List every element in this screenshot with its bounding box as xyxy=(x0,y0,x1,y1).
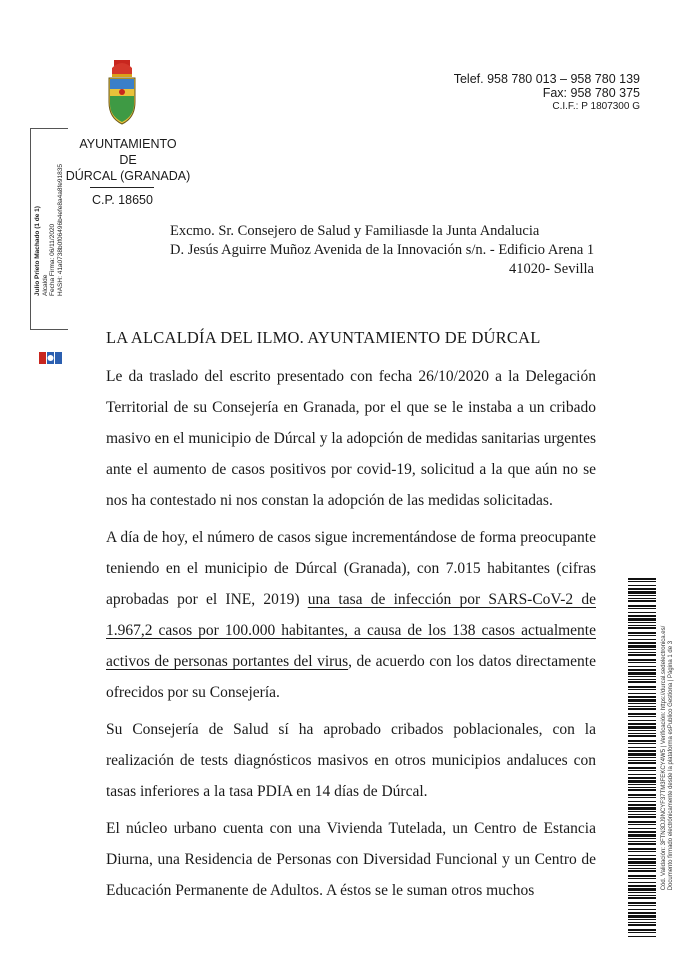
organization-name xyxy=(58,136,198,184)
barcode-bar xyxy=(628,681,656,683)
barcode-bar xyxy=(628,801,656,802)
barcode-bar xyxy=(628,723,656,725)
barcode-bar xyxy=(628,892,656,893)
barcode-bar xyxy=(628,804,656,806)
barcode-bar xyxy=(628,831,656,833)
letter-body xyxy=(106,361,596,912)
recipient-line-2: D. Jesús Aguirre Muñoz Avenida de la Innovación s/n. - Edificio Arena 1 xyxy=(170,242,595,258)
barcode-bar xyxy=(628,821,656,823)
barcode-bar xyxy=(628,767,656,769)
barcode-bar xyxy=(628,811,656,812)
barcode-bar xyxy=(628,784,656,785)
barcode-bar xyxy=(628,848,656,850)
barcode-bar xyxy=(628,689,656,690)
barcode-bar xyxy=(628,625,656,626)
coat-of-arms-icon xyxy=(104,58,140,128)
signature-hash: HASH: 41a0738b0f06496b4efe8a4a8fe91835 xyxy=(56,164,64,296)
barcode-bar xyxy=(628,912,656,914)
barcode-bar xyxy=(628,585,656,586)
barcode-bar xyxy=(628,608,656,609)
tax-id: C.I.F.: P 1807300 G xyxy=(552,101,640,112)
barcode-bar xyxy=(628,693,656,694)
barcode-bar xyxy=(628,703,656,704)
signer-role: Alcalde xyxy=(41,274,49,296)
barcode-bar xyxy=(628,595,656,596)
barcode-bar xyxy=(628,615,656,617)
barcode-bar xyxy=(628,716,656,717)
barcode-bar xyxy=(628,600,656,602)
barcode-bar xyxy=(628,787,656,788)
barcode-bar xyxy=(628,760,656,761)
barcode-bar xyxy=(628,807,656,810)
barcode-bar xyxy=(628,909,656,910)
barcode-bar xyxy=(628,777,656,779)
barcode-bar xyxy=(628,720,656,721)
recipient-line-1: Excmo. Sr. Consejero de Salud y Familiasde la Junta Andalucia xyxy=(170,223,540,239)
barcode-bar xyxy=(628,902,656,904)
recipient-line-3: 41020- Sevilla xyxy=(509,261,594,277)
barcode-bar xyxy=(628,598,656,599)
municipal-logo-icon xyxy=(38,350,64,366)
barcode-bar xyxy=(628,924,656,926)
barcode-bar xyxy=(628,922,656,923)
barcode-bar xyxy=(628,915,656,918)
barcode-bar xyxy=(628,642,656,644)
barcode-bar xyxy=(628,591,656,594)
barcode-bar xyxy=(628,936,656,937)
barcode-bar xyxy=(628,679,656,680)
org-line-2: DE xyxy=(119,153,137,167)
barcode-bar xyxy=(628,669,656,671)
recipient-address xyxy=(170,222,594,279)
barcode-bar xyxy=(628,816,656,818)
barcode-bar xyxy=(628,672,656,675)
signer-name: Julio Prieto Machado (1 de 1) xyxy=(34,206,41,296)
barcode-bar xyxy=(628,612,656,613)
barcode-bar xyxy=(628,588,656,590)
barcode-bar xyxy=(628,743,656,744)
barcode-bar xyxy=(628,762,656,764)
barcode-bar xyxy=(628,757,656,758)
paragraph-2 xyxy=(106,522,596,708)
barcode-bar xyxy=(628,870,656,872)
barcode-bar xyxy=(628,578,656,580)
barcode-bar xyxy=(628,733,656,734)
letter-heading: LA ALCALDÍA DEL ILMO. AYUNTAMIENTO DE DÚRCAL xyxy=(106,328,541,347)
barcode-bar xyxy=(628,686,656,688)
org-line-3: DÚRCAL (GRANADA) xyxy=(65,169,191,183)
barcode-bar xyxy=(628,897,656,899)
signature-stamp xyxy=(34,164,64,296)
barcode-bar xyxy=(628,770,656,771)
barcode xyxy=(628,578,656,938)
barcode-bar xyxy=(628,838,656,839)
barcode-bar xyxy=(628,649,656,650)
barcode-bar xyxy=(628,747,656,748)
paragraph-4: El núcleo urbano cuenta con una Vivienda Tutelada, un Centro de Estancia Diurna, una Residencia de Personas con Diversidad Funcional y un Centro de Educación Permanente de Adultos. A éstos se le suman otros muchos xyxy=(106,820,596,899)
postal-code: C.P. 18650 xyxy=(92,193,153,207)
barcode-bar xyxy=(628,780,656,783)
barcode-bar xyxy=(628,635,656,636)
barcode-bar xyxy=(628,639,656,640)
barcode-bar xyxy=(628,632,656,634)
barcode-bar xyxy=(628,885,656,887)
contact-info xyxy=(454,72,640,114)
paragraph-1: Le da traslado del escrito presentado con fecha 26/10/2020 a la Delegación Territorial de su Consejería en Granada, por el que se le instaba a un cribado masivo en el municipio de Dúrcal y la adopción de medidas sanitarias urgentes ante el aumento de casos positivos por covid-19, solicitud a la que aún no se nos ha contestado ni nos constan la adopción de las medidas solicitadas. xyxy=(106,368,596,509)
barcode-bar xyxy=(628,735,656,737)
barcode-bar xyxy=(628,865,656,866)
barcode-bar xyxy=(628,882,656,883)
barcode-bar xyxy=(628,750,656,752)
barcode-bar xyxy=(628,932,656,933)
barcode-bar xyxy=(628,797,656,798)
barcode-bar xyxy=(628,622,656,623)
paragraph-3: Su Consejería de Salud sí ha aprobado cribados poblacionales, con la realización de tests diagnósticos masivos en otros municipios andaluces con tasas inferiores a la tasa PDIA en 14 días de Dúrcal. xyxy=(106,721,596,800)
barcode-bar xyxy=(628,699,656,702)
fax-number: Fax: 958 780 375 xyxy=(542,86,640,100)
letterhead-divider xyxy=(90,187,154,188)
barcode-bar xyxy=(628,726,656,729)
barcode-bar xyxy=(628,662,656,663)
barcode-bar xyxy=(628,794,656,796)
barcode-bar xyxy=(628,753,656,756)
barcode-bar xyxy=(628,706,656,707)
barcode-bar xyxy=(628,843,656,845)
barcode-bar xyxy=(628,814,656,815)
barcode-bar xyxy=(628,713,656,715)
barcode-bar xyxy=(628,834,656,837)
barcode-bar xyxy=(628,868,656,869)
barcode-bar xyxy=(628,878,656,879)
barcode-bar xyxy=(628,654,656,656)
barcode-bar xyxy=(628,652,656,653)
barcode-bar xyxy=(628,851,656,852)
barcode-bar xyxy=(628,659,656,661)
barcode-bar xyxy=(628,645,656,648)
phone-number: Telef. 958 780 013 – 958 780 139 xyxy=(453,72,640,86)
org-line-1: AYUNTAMIENTO xyxy=(79,137,177,151)
barcode-bar xyxy=(628,875,656,877)
barcode-bar xyxy=(628,861,656,864)
barcode-bar xyxy=(628,676,656,677)
barcode-bar xyxy=(628,708,656,710)
barcode-bar xyxy=(628,841,656,842)
barcode-bar xyxy=(628,888,656,891)
barcode-bar xyxy=(628,858,656,860)
barcode-bar xyxy=(628,789,656,791)
verification-text xyxy=(661,626,675,891)
verification-line-1: Cód. Validación: 3FTN3DJ9NCYF37TM3FEKCY4W5 | Verificación: https://durcal.sedelectronica.es/ xyxy=(661,625,667,891)
barcode-bar xyxy=(628,824,656,825)
signature-date: Fecha Firma: 06/11/2020 xyxy=(49,223,56,296)
barcode-bar xyxy=(628,605,656,607)
barcode-bar xyxy=(628,740,656,742)
barcode-bar xyxy=(628,905,656,906)
infection-rate-highlight: una tasa de infección por SARS-CoV-2 de 1.967,2 casos por 100.000 habitantes, a causa de los 138 casos actualmente activos de personas portantes del virus xyxy=(106,591,596,670)
barcode-bar xyxy=(628,696,656,698)
paragraph-2-start: A día de hoy, el número de casos sigue incrementándose de forma preocupante teniendo en el municipio de Dúrcal (Granada), con 7.015 habitantes (cifras aprobadas por el INE, 2019) xyxy=(106,529,596,608)
barcode-bar xyxy=(628,828,656,829)
barcode-bar xyxy=(628,730,656,731)
barcode-bar xyxy=(628,919,656,920)
barcode-bar xyxy=(628,855,656,856)
barcode-bar xyxy=(628,581,656,582)
barcode-bar xyxy=(628,666,656,667)
barcode-bar xyxy=(628,627,656,629)
barcode-bar xyxy=(628,774,656,775)
barcode-bar xyxy=(628,895,656,896)
verification-line-2: Documento firmado electrónicamente desde la plataforma esPublico Gestiona | Página 1 de 3 xyxy=(668,640,674,891)
barcode-bar xyxy=(628,618,656,621)
barcode-bar xyxy=(628,929,656,931)
paragraph-2-end: , de acuerdo con los datos directamente ofrecidos por su Consejería. xyxy=(106,653,596,701)
